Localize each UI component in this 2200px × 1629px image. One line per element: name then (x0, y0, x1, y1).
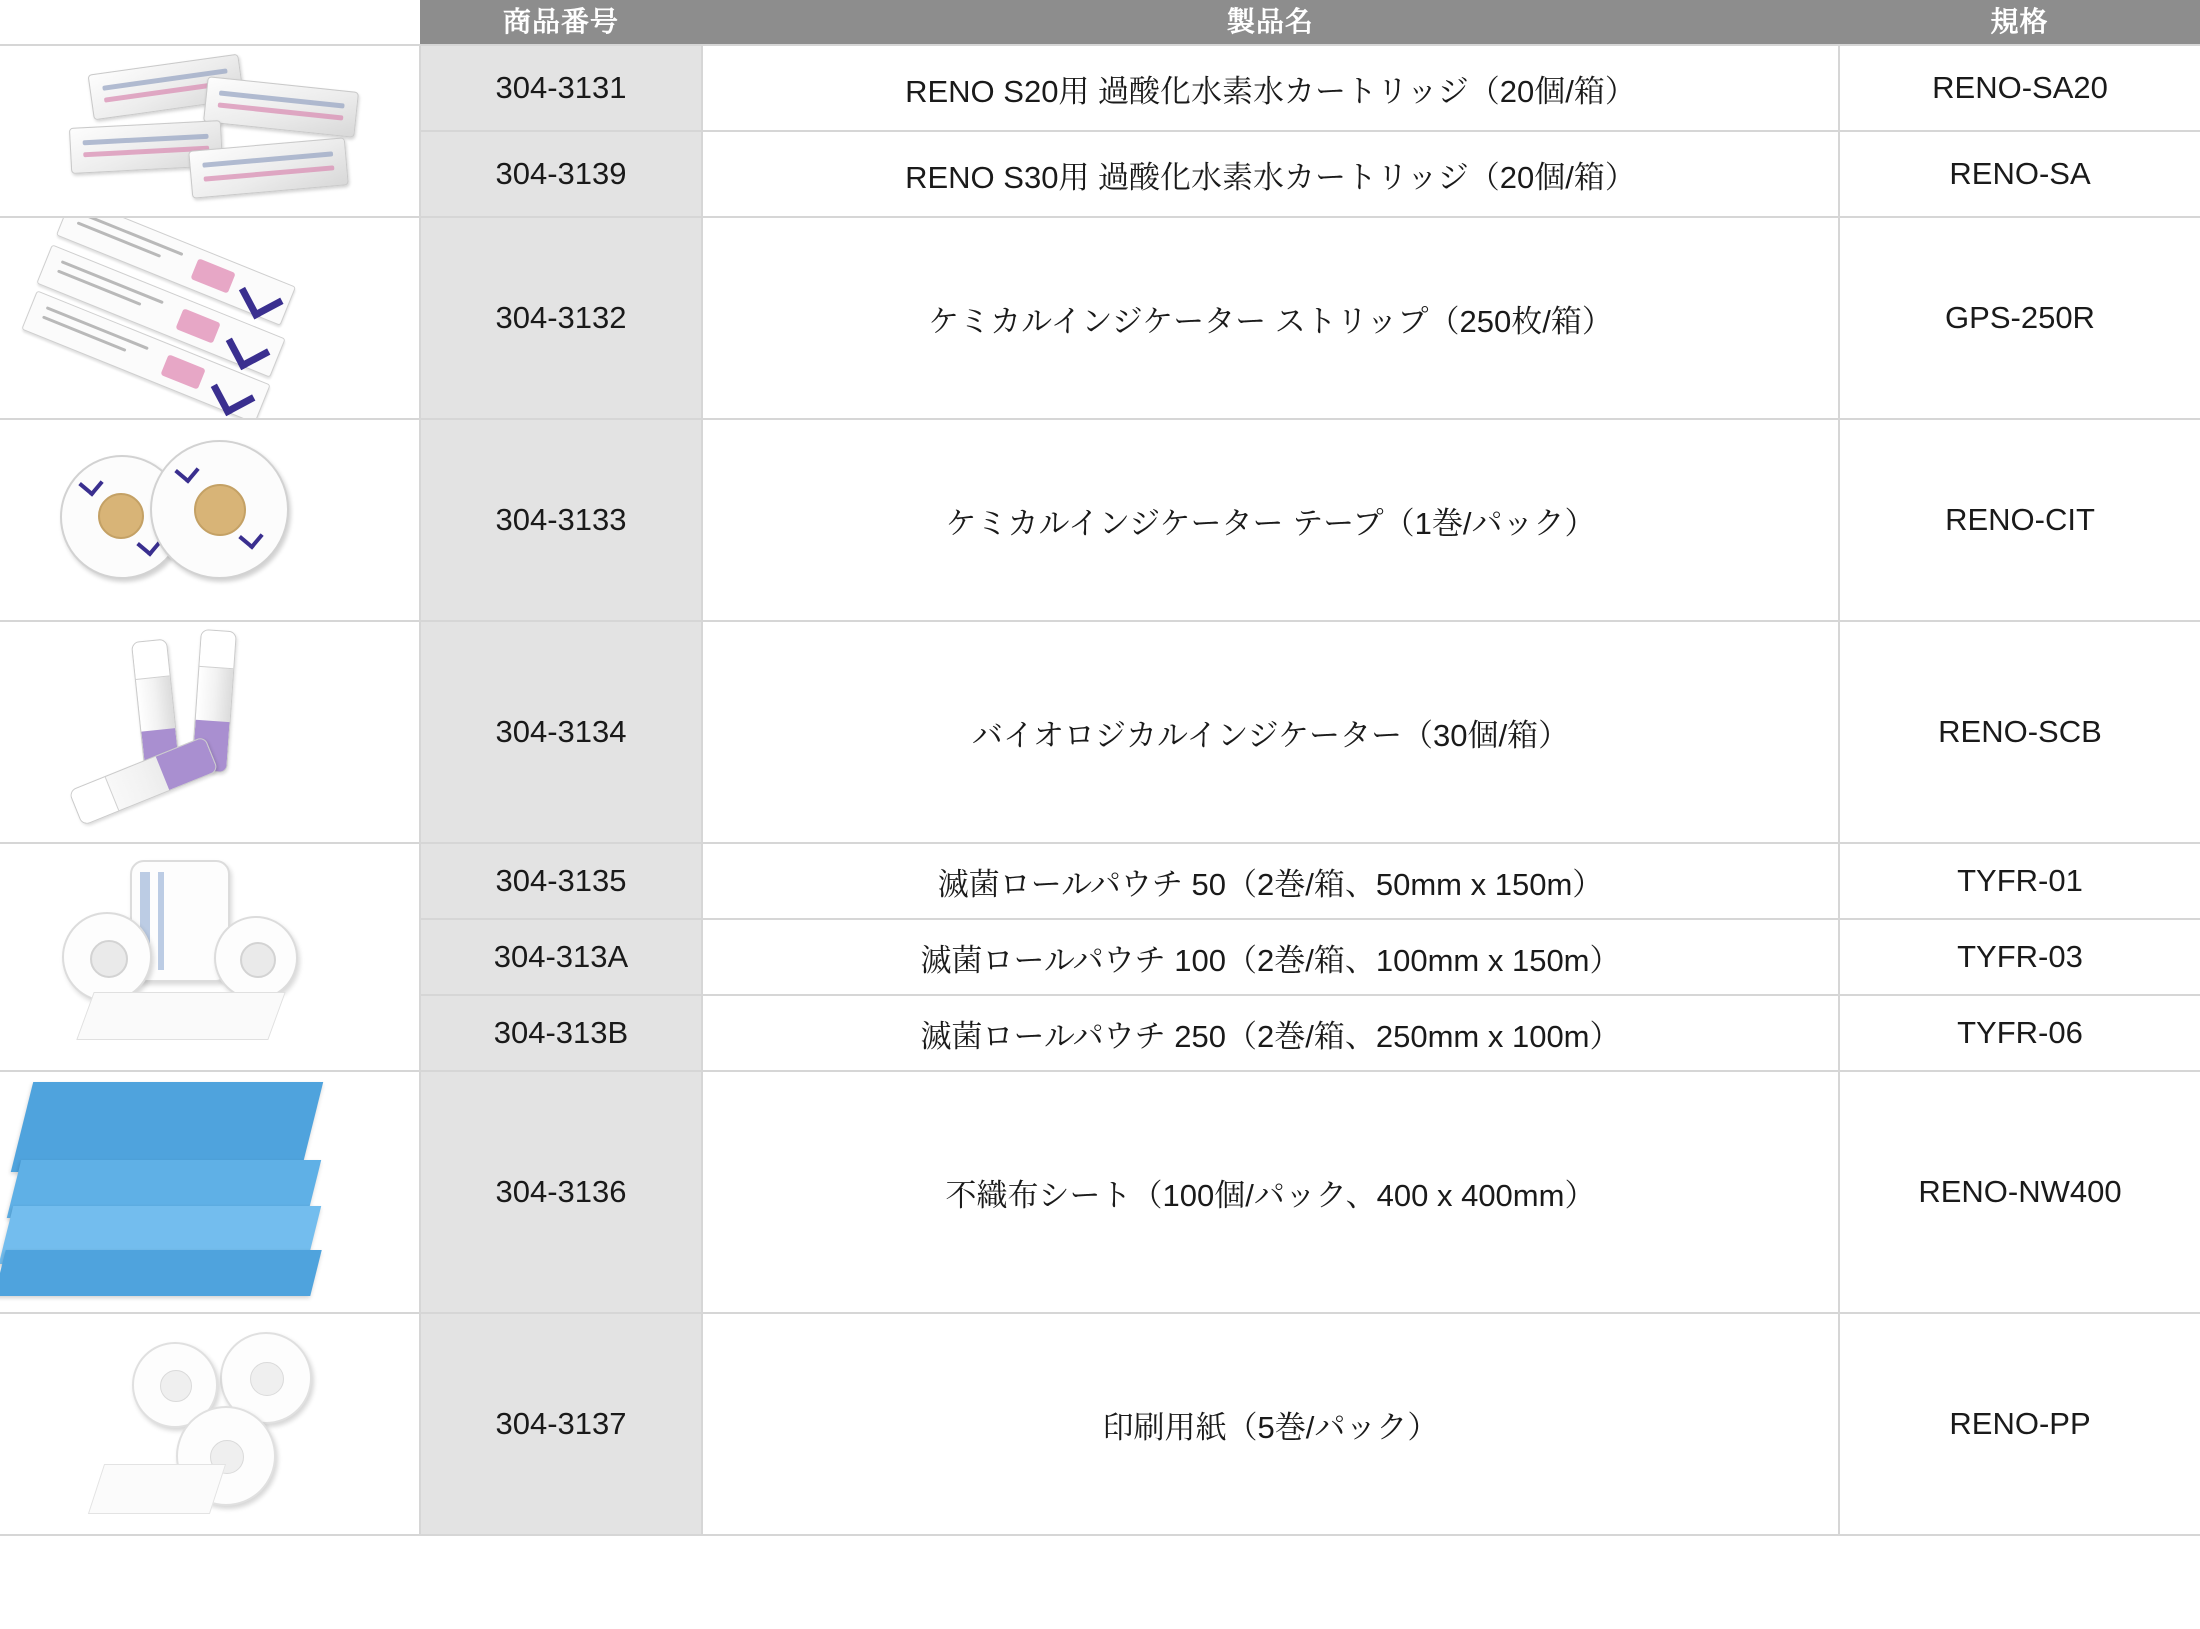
tape-core (98, 493, 144, 539)
check-icon (238, 524, 263, 549)
cell-product-name: 滅菌ロールパウチ 250（2巻/箱、250mm x 100m） (702, 995, 1839, 1071)
strip-pink-block (160, 354, 205, 389)
check-icon (239, 275, 284, 320)
cell-spec: RENO-SA (1839, 131, 2200, 217)
table-row (0, 1071, 2200, 1313)
nonwoven-layer (11, 1082, 323, 1172)
header-image (0, 0, 420, 45)
product-image-indicator-strip (0, 217, 420, 419)
cell-product-code: 304-313B (420, 995, 702, 1071)
cell-product-name: 滅菌ロールパウチ 100（2巻/箱、100mm x 150m） (702, 919, 1839, 995)
cell-product-code: 304-3139 (420, 131, 702, 217)
paper-core (160, 1370, 192, 1402)
vial-cap (70, 777, 120, 825)
pouch-flat-sheet (76, 992, 285, 1040)
table-row (0, 1313, 2200, 1535)
cell-product-code: 304-3135 (420, 843, 702, 919)
header-spec: 規格 (1839, 0, 2200, 45)
cell-spec: RENO-SCB (1839, 621, 2200, 843)
cell-product-code: 304-3133 (420, 419, 702, 621)
paper-tail (88, 1464, 226, 1514)
cell-product-code: 304-313A (420, 919, 702, 995)
cell-product-name: RENO S30用 過酸化水素水カートリッジ（20個/箱） (702, 131, 1839, 217)
cell-spec: RENO-SA20 (1839, 45, 2200, 131)
cell-spec: RENO-CIT (1839, 419, 2200, 621)
cell-product-name: 滅菌ロールパウチ 50（2巻/箱、50mm x 150m） (702, 843, 1839, 919)
pouch-roll-item (62, 912, 152, 1002)
strip-text-line (80, 218, 183, 256)
pouch-illustration (0, 852, 420, 1062)
cell-product-name: 不織布シート（100個/パック、400 x 400mm） (702, 1071, 1839, 1313)
paper-core (250, 1362, 284, 1396)
product-image-printing-paper (0, 1313, 420, 1535)
pouch-core (240, 942, 276, 978)
cell-product-code: 304-3136 (420, 1071, 702, 1313)
cell-spec: GPS-250R (1839, 217, 2200, 419)
cell-product-name: 印刷用紙（5巻/パック） (702, 1313, 1839, 1535)
product-image-roll-pouch (0, 843, 420, 1071)
pouch-roll-item (214, 916, 298, 1000)
cell-product-code: 304-3132 (420, 217, 702, 419)
cell-spec: TYFR-03 (1839, 919, 2200, 995)
cartridge-illustration (0, 46, 420, 216)
check-icon (78, 471, 103, 496)
nonwoven-illustration (0, 1072, 420, 1312)
cell-spec: RENO-NW400 (1839, 1071, 2200, 1313)
header-product-name: 製品名 (702, 0, 1839, 45)
check-icon (211, 371, 256, 416)
pouch-core (90, 940, 128, 978)
product-image-biological-indicator (0, 621, 420, 843)
cell-product-code: 304-3131 (420, 45, 702, 131)
tape-illustration (0, 420, 420, 620)
cell-product-name: RENO S20用 過酸化水素水カートリッジ（20個/箱） (702, 45, 1839, 131)
cell-spec: TYFR-01 (1839, 843, 2200, 919)
table-row (0, 45, 2200, 131)
table-header (0, 0, 2200, 45)
pouch-seal-stripe (158, 872, 164, 970)
cell-spec: RENO-PP (1839, 1313, 2200, 1535)
cell-product-name: ケミカルインジケーター ストリップ（250枚/箱） (702, 217, 1839, 419)
product-image-indicator-tape (0, 419, 420, 621)
header-product-code: 商品番号 (420, 0, 702, 45)
table-row (0, 843, 2200, 919)
cartridge-label (83, 134, 209, 146)
strip-pink-block (190, 258, 235, 293)
cell-product-name: バイオロジカルインジケーター（30個/箱） (702, 621, 1839, 843)
cartridge-label (203, 151, 333, 167)
table-header-row (0, 0, 2200, 45)
check-icon (174, 458, 199, 483)
cell-spec: TYFR-06 (1839, 995, 2200, 1071)
vial-cap (132, 640, 170, 680)
strip-illustration (0, 218, 420, 418)
vial-illustration (0, 622, 420, 842)
cell-product-code: 304-3134 (420, 621, 702, 843)
tape-core (194, 484, 246, 536)
cartridge-label (204, 165, 334, 181)
cell-product-name: ケミカルインジケーター テープ（1巻/パック） (702, 419, 1839, 621)
vial-cap (199, 630, 235, 669)
strip-pink-block (175, 308, 220, 343)
table-row (0, 621, 2200, 843)
table-row (0, 217, 2200, 419)
table-row (0, 419, 2200, 621)
paper-illustration (0, 1314, 420, 1534)
cell-product-code: 304-3137 (420, 1313, 702, 1535)
product-image-nonwoven-sheet (0, 1071, 420, 1313)
product-image-cartridge (0, 45, 420, 217)
check-icon (226, 325, 271, 370)
cartridge-item (203, 76, 359, 138)
tape-roll-item (150, 440, 289, 579)
nonwoven-layer (0, 1250, 322, 1296)
table-body (0, 45, 2200, 1535)
